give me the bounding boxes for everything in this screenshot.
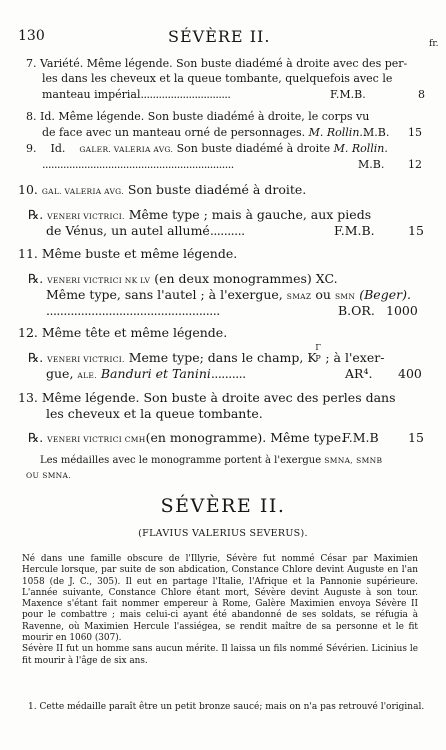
entry-11-metal: B.OR. (338, 303, 375, 318)
entry-8-value: 15 (408, 126, 422, 139)
entry-9-author: M. Rollin. (333, 142, 388, 155)
entry-9-legend: GALER. VALERIA AVG. (79, 145, 174, 154)
reverse-mark: ℞. (28, 207, 44, 222)
entry-13-reverse-legend: VENERI VICTRICI CMH (47, 435, 146, 444)
section-title: SÉVÈRE II. (160, 495, 286, 517)
entry-8-metal: M.B. (363, 126, 390, 139)
entry-13-reverse: ℞. VENERI VICTRICI CMH(en monogramme). Même type. (28, 430, 346, 445)
entry-11: 11. Même buste et même légende. (18, 246, 238, 261)
entry-11-value: 1000 (386, 303, 418, 318)
page-number: 130 (18, 28, 45, 44)
section-subtitle: (FLAVIUS VALERIUS SEVERUS). (138, 528, 308, 539)
entry-10-reverse-line-2: de Vénus, un autel allumé.......... (46, 223, 245, 238)
entry-9-value: 12 (408, 158, 422, 171)
entry-9-leader: ................................................................ (42, 158, 234, 171)
entry-8-line-2: de face avec un manteau orné de personnages. M. Rollin... (42, 126, 370, 139)
entry-10-legend: GAL. VALERIA AVG. (41, 187, 124, 196)
biography-paragraph-1: Né dans une famille obscure de l'Illyrie, Sévère fut nommé César par Maximien Hercule lorsque, par suite de son abdication, Constance Chlore devint Auguste en l'an 1058 (de J. C., 305). Il eut en partage l'Italie, l'Afrique et la Pannonie supérieure. L'année suivante, Constance Chlore étant mort, Sévère devint Auguste à son tour. Maxence s'étant fait nommer empereur à Rome, Galère Maximien envoya Sévère II pour le combattre ; mais celui-ci ayant été abandonné de ses soldats, se réfugia à Ravenne, où Maximien Hercule l'assiégea, se rendit maître de sa personne et le fit mourir en 1060 (307). (22, 554, 418, 644)
entry-7-metal: F.M.B. (330, 88, 366, 101)
entry-13-metal: F.M.B (342, 430, 379, 445)
entry-12-metal: AR⁴. (345, 366, 373, 381)
entry-12-reverse-line-1: ℞. VENERI VICTRICI. Meme type; dans le champ, K Γ P ; à l'exer- (28, 343, 385, 365)
entry-7-line-3: manteau impérial.............................. (42, 88, 231, 101)
entry-12-reverse-legend: VENERI VICTRICI. (47, 355, 125, 364)
biography (22, 554, 418, 667)
entry-12-reverse-line-2: gue, ALE. Banduri et Tanini.......... (46, 366, 246, 381)
entry-13-line-2: les cheveux et la queue tombante. (46, 406, 263, 421)
monogram-note-line-1: Les médailles avec le monogramme portent à l'exergue SMNA, SMNB (40, 455, 383, 466)
entry-9-line-1: 9. Id. GALER. VALERIA AVG. Son buste diadémé à droite M. Rollin. (26, 142, 388, 155)
entry-7-value: 8 (418, 88, 425, 101)
entry-8-author: M. Rollin... (308, 126, 370, 139)
entry-13-value: 15 (408, 430, 424, 445)
entry-8-line-1: 8. Id. Même légende. Son buste diadémé à droite, le corps vu (26, 110, 370, 123)
entry-10-metal: F.M.B. (334, 223, 375, 238)
running-title: SÉVÈRE II. (168, 27, 271, 46)
entry-11-reverse-line-2: Même type, sans l'autel ; à l'exergue, SMAZ ou SMN (Beger). (46, 287, 411, 302)
entry-10: 10. GAL. VALERIA AVG. Son buste diadémé à droite. (18, 182, 307, 197)
entry-10-value: 15 (408, 223, 424, 238)
entry-13-line-1: 13. Même légende. Son buste à droite avec des perles dans (18, 390, 396, 405)
entry-11-reverse-line-1: ℞. VENERI VICTRICI NK LV (en deux monogrammes) XC. (28, 271, 338, 286)
entry-10-reverse-legend: VENERI VICTRICI. (47, 212, 125, 221)
entry-12-authors: Banduri et Tanini (100, 366, 211, 381)
entry-12-value: 400 (398, 366, 422, 381)
biography-paragraph-2: Sévère II fut un homme sans aucun mérite. Il laissa un fils nommé Sévérien. Licinius le fit mourir à l'âge de six ans. (22, 644, 418, 666)
field-mark: K Γ P (307, 343, 321, 365)
monogram-note-line-2: OU SMNA. (26, 471, 71, 480)
entry-7-line-2: les dans les cheveux et la queue tombante, quelquefois avec le (42, 72, 393, 85)
entry-11-reverse-legend: VENERI VICTRICI NK LV (47, 276, 151, 285)
entry-9-metal: M.B. (358, 158, 385, 171)
entry-10-reverse-line-1: ℞. VENERI VICTRICI. Même type ; mais à gauche, aux pieds (28, 207, 372, 222)
entry-11-reverse-leader: .................................................. (46, 303, 220, 318)
footnote: 1. Cette médaille paraît être un petit bronze saucé; mais on n'a pas retrouvé l'original. (28, 702, 425, 712)
entry-12: 12. Même tête et même légende. (18, 325, 228, 340)
entry-7-line-1: 7. Variété. Même légende. Son buste diadémé à droite avec des per- (26, 57, 408, 70)
column-unit: fr. (429, 39, 439, 49)
